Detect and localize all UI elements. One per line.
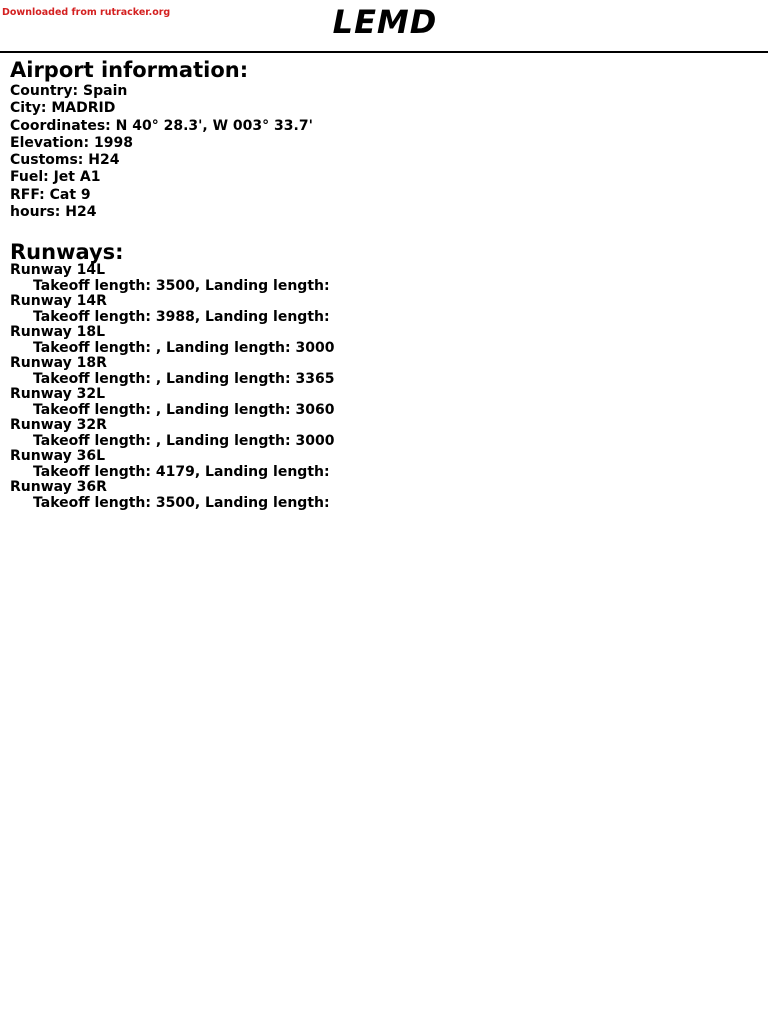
runways-heading: Runways: [10, 240, 124, 265]
airport-info-list [10, 83, 750, 221]
info-city: City: MADRID [10, 100, 116, 117]
info-fuel: Fuel: Jet A1 [10, 169, 101, 186]
runway-detail: Takeoff length: , Landing length: 3000 [33, 432, 335, 449]
section-spacer [10, 221, 750, 241]
watermark-link[interactable]: Downloaded from rutracker.org [2, 7, 171, 18]
page-title [0, 1, 768, 43]
runway-entry [10, 449, 750, 480]
info-country: Country: Spain [10, 83, 128, 99]
info-hours: hours: H24 [10, 204, 97, 221]
runway-detail: Takeoff length: 4179, Landing length: [33, 463, 330, 480]
runway-name: Runway 36R [10, 479, 107, 496]
runway-entry [10, 387, 750, 418]
runway-name: Runway 14L [10, 262, 106, 279]
runway-name: Runway 14R [10, 293, 107, 310]
runway-name: Runway 18R [10, 355, 107, 372]
runway-detail: Takeoff length: 3988, Landing length: [33, 308, 330, 325]
airport-info-heading: Airport information: [10, 58, 249, 82]
runway-detail: Takeoff length: , Landing length: 3365 [33, 370, 335, 387]
runway-detail: Takeoff length: 3500, Landing length: [33, 494, 330, 511]
info-customs: Customs: H24 [10, 152, 120, 169]
runway-name: Runway 36L [10, 448, 106, 465]
runway-name: Runway 32L [10, 386, 106, 403]
runway-entry [10, 294, 750, 325]
document-body [10, 57, 750, 511]
runway-detail: Takeoff length: , Landing length: 3000 [33, 339, 335, 356]
info-rff: RFF: Cat 9 [10, 186, 91, 203]
info-coordinates: Coordinates: N 40° 28.3', W 003° 33.7' [10, 117, 313, 134]
runway-entry [10, 263, 750, 294]
airport-code: LEMD [332, 3, 438, 41]
runway-detail: Takeoff length: , Landing length: 3060 [33, 401, 335, 418]
header-divider [0, 51, 768, 53]
runway-name: Runway 32R [10, 417, 107, 434]
runway-name: Runway 18L [10, 324, 106, 341]
runway-entry [10, 325, 750, 356]
runway-entry [10, 418, 750, 449]
runway-detail: Takeoff length: 3500, Landing length: [33, 277, 330, 294]
runways-list [10, 263, 750, 511]
info-elevation: Elevation: 1998 [10, 134, 133, 151]
runway-entry [10, 480, 750, 511]
runway-entry [10, 356, 750, 387]
